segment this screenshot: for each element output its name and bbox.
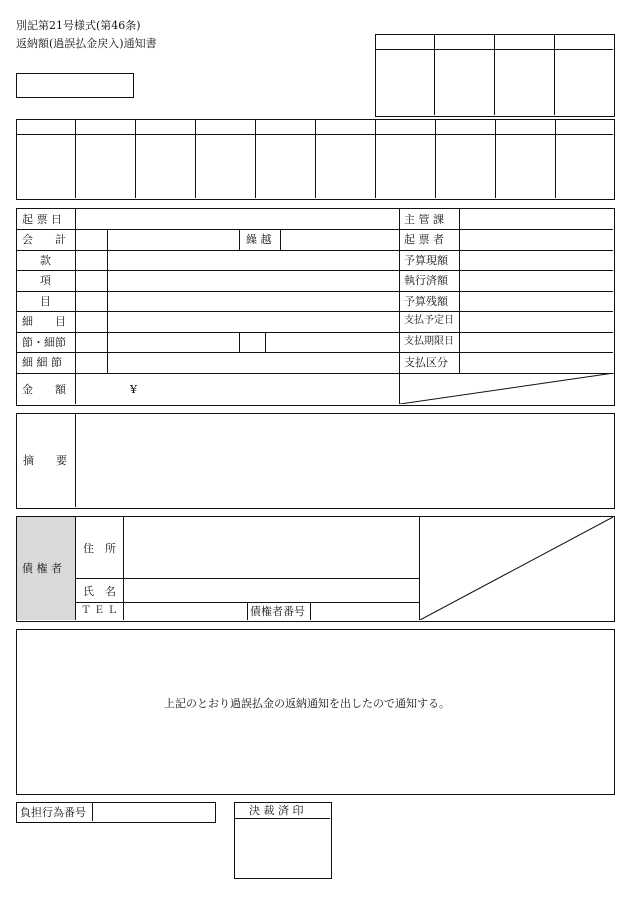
payment-deadline-label: 支払期限日 bbox=[404, 336, 454, 347]
drafter-label: 起 票 者 bbox=[404, 233, 444, 246]
budget-ledger-table bbox=[16, 208, 615, 406]
account-label: 会 計 bbox=[22, 233, 66, 246]
tel-field[interactable] bbox=[125, 603, 246, 619]
section-subsection-label: 節・細節 bbox=[22, 336, 66, 349]
payment-category-label: 支払区分 bbox=[404, 356, 448, 369]
burden-number-label: 負担行為番号 bbox=[20, 806, 86, 819]
sub-subsection-label: 細 細 節 bbox=[22, 356, 62, 369]
burden-number-field[interactable] bbox=[94, 803, 214, 821]
budget-current-label: 予算現額 bbox=[404, 254, 448, 267]
summary-box bbox=[16, 413, 615, 509]
creditor-box bbox=[16, 516, 615, 622]
address-label: 住 所 bbox=[83, 542, 116, 555]
kan-label: 款 bbox=[40, 254, 51, 267]
saimoku-label: 細 目 bbox=[22, 315, 66, 328]
tel-label: Ｔ Ｅ Ｌ bbox=[81, 605, 118, 616]
scheduled-payment-date-label: 支払予定日 bbox=[404, 315, 454, 326]
approval-stamp-box bbox=[234, 802, 332, 879]
budget-remaining-label: 予算残額 bbox=[404, 295, 448, 308]
currency-symbol: ¥ bbox=[130, 383, 137, 396]
creditor-number-field[interactable] bbox=[312, 603, 418, 619]
document-number-box[interactable] bbox=[16, 73, 134, 98]
issue-date-label: 起 票 日 bbox=[22, 213, 62, 226]
notice-text: 上記のとおり過誤払金の返納通知を出したので通知する。 bbox=[164, 697, 450, 710]
managing-section-label: 主 管 課 bbox=[404, 213, 444, 226]
executed-amount-label: 執行済額 bbox=[404, 274, 448, 287]
notice-box bbox=[16, 629, 615, 795]
creditor-number-label: 債権者番号 bbox=[250, 605, 305, 618]
carryover-label: 繰 越 bbox=[246, 233, 272, 246]
form-title: 返納額(過誤払金戻入)通知書 bbox=[16, 37, 157, 50]
amount-label: 金 額 bbox=[22, 383, 66, 396]
top-right-stamp-grid bbox=[375, 34, 615, 117]
creditor-label: 債 権 者 bbox=[22, 562, 62, 575]
creditor-unused-diagonal bbox=[420, 517, 613, 620]
unused-cell-diagonal bbox=[400, 373, 614, 404]
moku-label: 目 bbox=[40, 295, 51, 308]
approval-stamp-label: 決 裁 済 印 bbox=[249, 804, 304, 817]
name-label: 氏 名 bbox=[83, 585, 116, 598]
burden-number-box bbox=[16, 802, 216, 823]
name-field[interactable] bbox=[125, 579, 418, 601]
summary-label: 摘 要 bbox=[23, 454, 67, 467]
address-field[interactable] bbox=[125, 517, 418, 577]
summary-field[interactable] bbox=[77, 414, 612, 507]
form-number: 別記第21号様式(第46条) bbox=[16, 19, 141, 32]
kou-label: 項 bbox=[40, 274, 51, 287]
approval-seal-grid bbox=[16, 119, 615, 200]
